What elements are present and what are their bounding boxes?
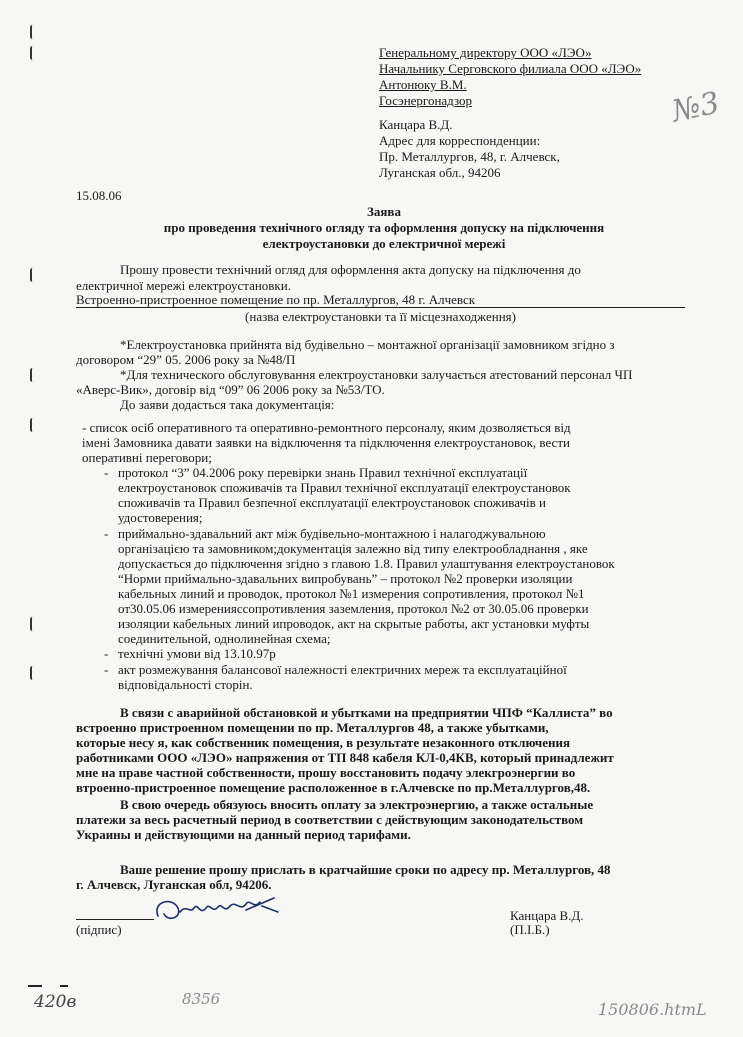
list-item: акт розмежування балансової належності електричних мереж та експлуатаційної — [118, 662, 567, 677]
title-line: електроустановки до електричної мережі — [262, 236, 506, 251]
handwritten-number: №3 — [668, 85, 723, 130]
addressee-line: Генеральному директору ООО «ЛЭО» — [379, 45, 592, 60]
handwritten-note: 8356 — [182, 990, 221, 1008]
bold-line: Украины и действующими на данный период тарифами. — [76, 827, 411, 842]
list-bullet: - — [104, 465, 109, 480]
bold-line: платежи за весь расчетный период в соответствии с действующим законодательством — [76, 812, 584, 827]
binder-mark — [30, 25, 35, 39]
addressee-line: Госэнергонадзор — [379, 93, 472, 108]
bold-line: которые несу я, как собственник помещения, в результате незаконного отключения — [76, 735, 570, 750]
binder-mark — [30, 46, 35, 60]
list-item: організацією та замовником;документація залежно від типу електрообладнання , яке — [118, 541, 588, 556]
bold-line: мне на праве частной собственности, прошу восстановить подачу элекгроэнергии во — [76, 765, 576, 780]
list-item: оперативні переговори; — [82, 450, 212, 465]
title-line: Заява — [367, 204, 401, 219]
note-line: До заяви додасться така документація: — [120, 397, 335, 412]
binder-mark — [30, 368, 35, 382]
note-line: *Для технического обслуговування електроустановки залучається атестований персонал ЧП — [120, 367, 633, 382]
handwritten-note: 150806.htmL — [598, 1000, 707, 1019]
request-line: електричної мережі електроустановки. — [76, 278, 291, 293]
addressee-line: Начальнику Серговского филиала ООО «ЛЭО» — [379, 61, 642, 76]
list-item: технічні умови від 13.10.97р — [118, 646, 276, 661]
sender-line: Пр. Металлургов, 48, г. Алчевск, — [379, 149, 560, 164]
signature-caption: (підпис) — [76, 922, 122, 937]
binder-mark — [30, 666, 35, 680]
handwritten-note: 420в — [34, 992, 77, 1012]
signature-image — [150, 892, 285, 928]
signature-line — [76, 919, 154, 920]
list-item: удостоверения; — [118, 510, 203, 525]
list-item: електроустановок споживачів та Правил технічної експлуатації електроустановок — [118, 480, 571, 495]
list-item: от30.05.06 измеренияссопротивления заземления, протокол №2 от 30.05.06 проверки — [118, 601, 589, 616]
bold-line: работниками ООО «ЛЭО» напряжения от ТП 848 кабеля КЛ-0,4КВ, который принадлежит — [76, 750, 614, 765]
list-item: приймально-здавальний акт між будівельно-монтажною і налагоджувальною — [118, 526, 546, 541]
bold-line: втроенно-пристроенное помещение расположенное в г.Алчевске по пр.Металлургов,48. — [76, 780, 591, 795]
sender-line: Луганская обл., 94206 — [379, 165, 501, 180]
note-line: договором “29” 05. 2006 року за №48/П — [76, 352, 296, 367]
sender-line: Адрес для корреспонденции: — [379, 133, 541, 148]
bold-line: г. Алчевск, Луганская обл, 94206. — [76, 877, 272, 892]
list-item: соединительной, однолинейная схема; — [118, 631, 331, 646]
note-line: *Електроустановка прийнята від будівельно – монтажної організації замовником згідно з — [120, 337, 615, 352]
bold-line: В свою очередь обязуюсь вносить оплату за электроэнергию, а также остальные — [120, 797, 594, 812]
title-line: про проведення технічного огляду та оформлення допуску на підключення — [163, 220, 605, 235]
request-caption: (назва електроустановки та її місцезнаходження) — [245, 309, 516, 324]
binder-mark — [30, 268, 35, 282]
name-caption: (П.І.Б.) — [510, 922, 550, 937]
list-item: споживачів та Правил безпечної експлуатації електроустановок споживачів и — [118, 495, 547, 510]
document-date: 15.08.06 — [76, 188, 122, 203]
request-line: Встроенно-пристроенное помещение по пр. Металлургов, 48 г. Алчевск — [76, 292, 476, 307]
list-bullet: - — [104, 662, 109, 677]
note-line: «Аверс-Вик», договір від “09” 06 2006 року за №53/ТО. — [76, 382, 385, 397]
list-bullet: - — [104, 646, 109, 661]
list-item: відповідальності сторін. — [118, 677, 253, 692]
bold-line: В связи с аварийной обстановкой и убытками на предприятии ЧПФ “Каллиста” во — [120, 705, 613, 720]
binder-mark — [30, 418, 35, 432]
list-item: протокол “3” 04.2006 року перевірки знань Правил технічної експлуатації — [118, 465, 528, 480]
list-item: імені Замовника давати заявки на відключення та підключення електроустановок, вести — [82, 435, 570, 450]
addressee-line: Антонюку В.М. — [379, 77, 467, 92]
corner-mark — [28, 985, 42, 987]
list-item: кабельных линий и проводок, протокол №1 измерения сопротивления, протокол №1 — [118, 586, 585, 601]
request-underline — [76, 307, 685, 308]
corner-mark — [60, 985, 68, 987]
bold-line: Ваше решение прошу прислать в кратчайшие сроки по адресу пр. Металлургов, 48 — [120, 862, 611, 877]
sender-line: Канцара В.Д. — [379, 117, 453, 132]
list-item: - список осіб оперативного та оперативно-ремонтного персоналу, яким дозволяється від — [82, 420, 571, 435]
binder-mark — [30, 617, 35, 631]
list-item: допускається до підключення згідно з главою 1.8. Правил улаштування електроустановок — [118, 556, 615, 571]
bold-line: встроенно пристроенном помещении по пр. Металлургов 48, а также убытками, — [76, 720, 549, 735]
request-line: Прошу провести технічний огляд для оформлення акта допуску на підключення до — [120, 262, 581, 277]
list-item: изоляции кабельных линий ипроводок, акт на скрытые работы, акт установки муфты — [118, 616, 590, 631]
list-item: “Норми приймально-здавальних випробувань” – протокол №2 проверки изоляции — [118, 571, 573, 586]
list-bullet: - — [104, 526, 109, 541]
signer-name: Канцара В.Д. — [510, 908, 584, 923]
